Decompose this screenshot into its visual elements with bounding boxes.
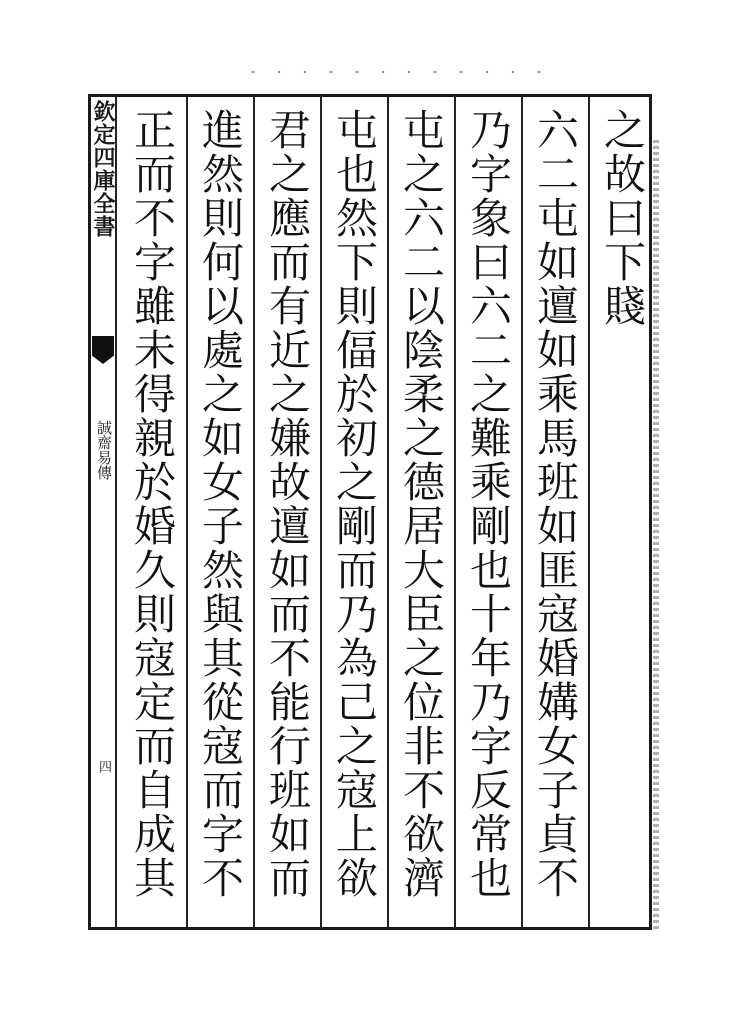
margin-volume-title: 誠齋易傳 — [95, 420, 113, 480]
text-column-5: 屯也然下則偪於初之剛而乃為己之寇上欲 — [330, 108, 379, 900]
text-column-1: 之故曰下賤 — [598, 108, 647, 328]
text-column-6: 君之應而有近之嫌故邅如而不能行班如而 — [263, 108, 312, 900]
margin-page-number: 四 — [96, 760, 111, 773]
text-column-4: 屯之六二以陰柔之德居大臣之位非不欲濟 — [397, 108, 446, 900]
page-edge-dots — [240, 70, 540, 74]
text-column-8: 正而不字雖未得親於婚久則寇定而自成其 — [128, 108, 177, 900]
text-column-2: 六二屯如邅如乘馬班如匪寇婚媾女子貞不 — [531, 108, 580, 900]
text-column-3: 乃字象曰六二之難乘剛也十年乃字反常也 — [464, 108, 513, 900]
margin-book-title: 欽定四庫全書 — [90, 100, 116, 238]
text-column-7: 進然則何以處之如女子然與其從寇而字不 — [196, 108, 245, 900]
